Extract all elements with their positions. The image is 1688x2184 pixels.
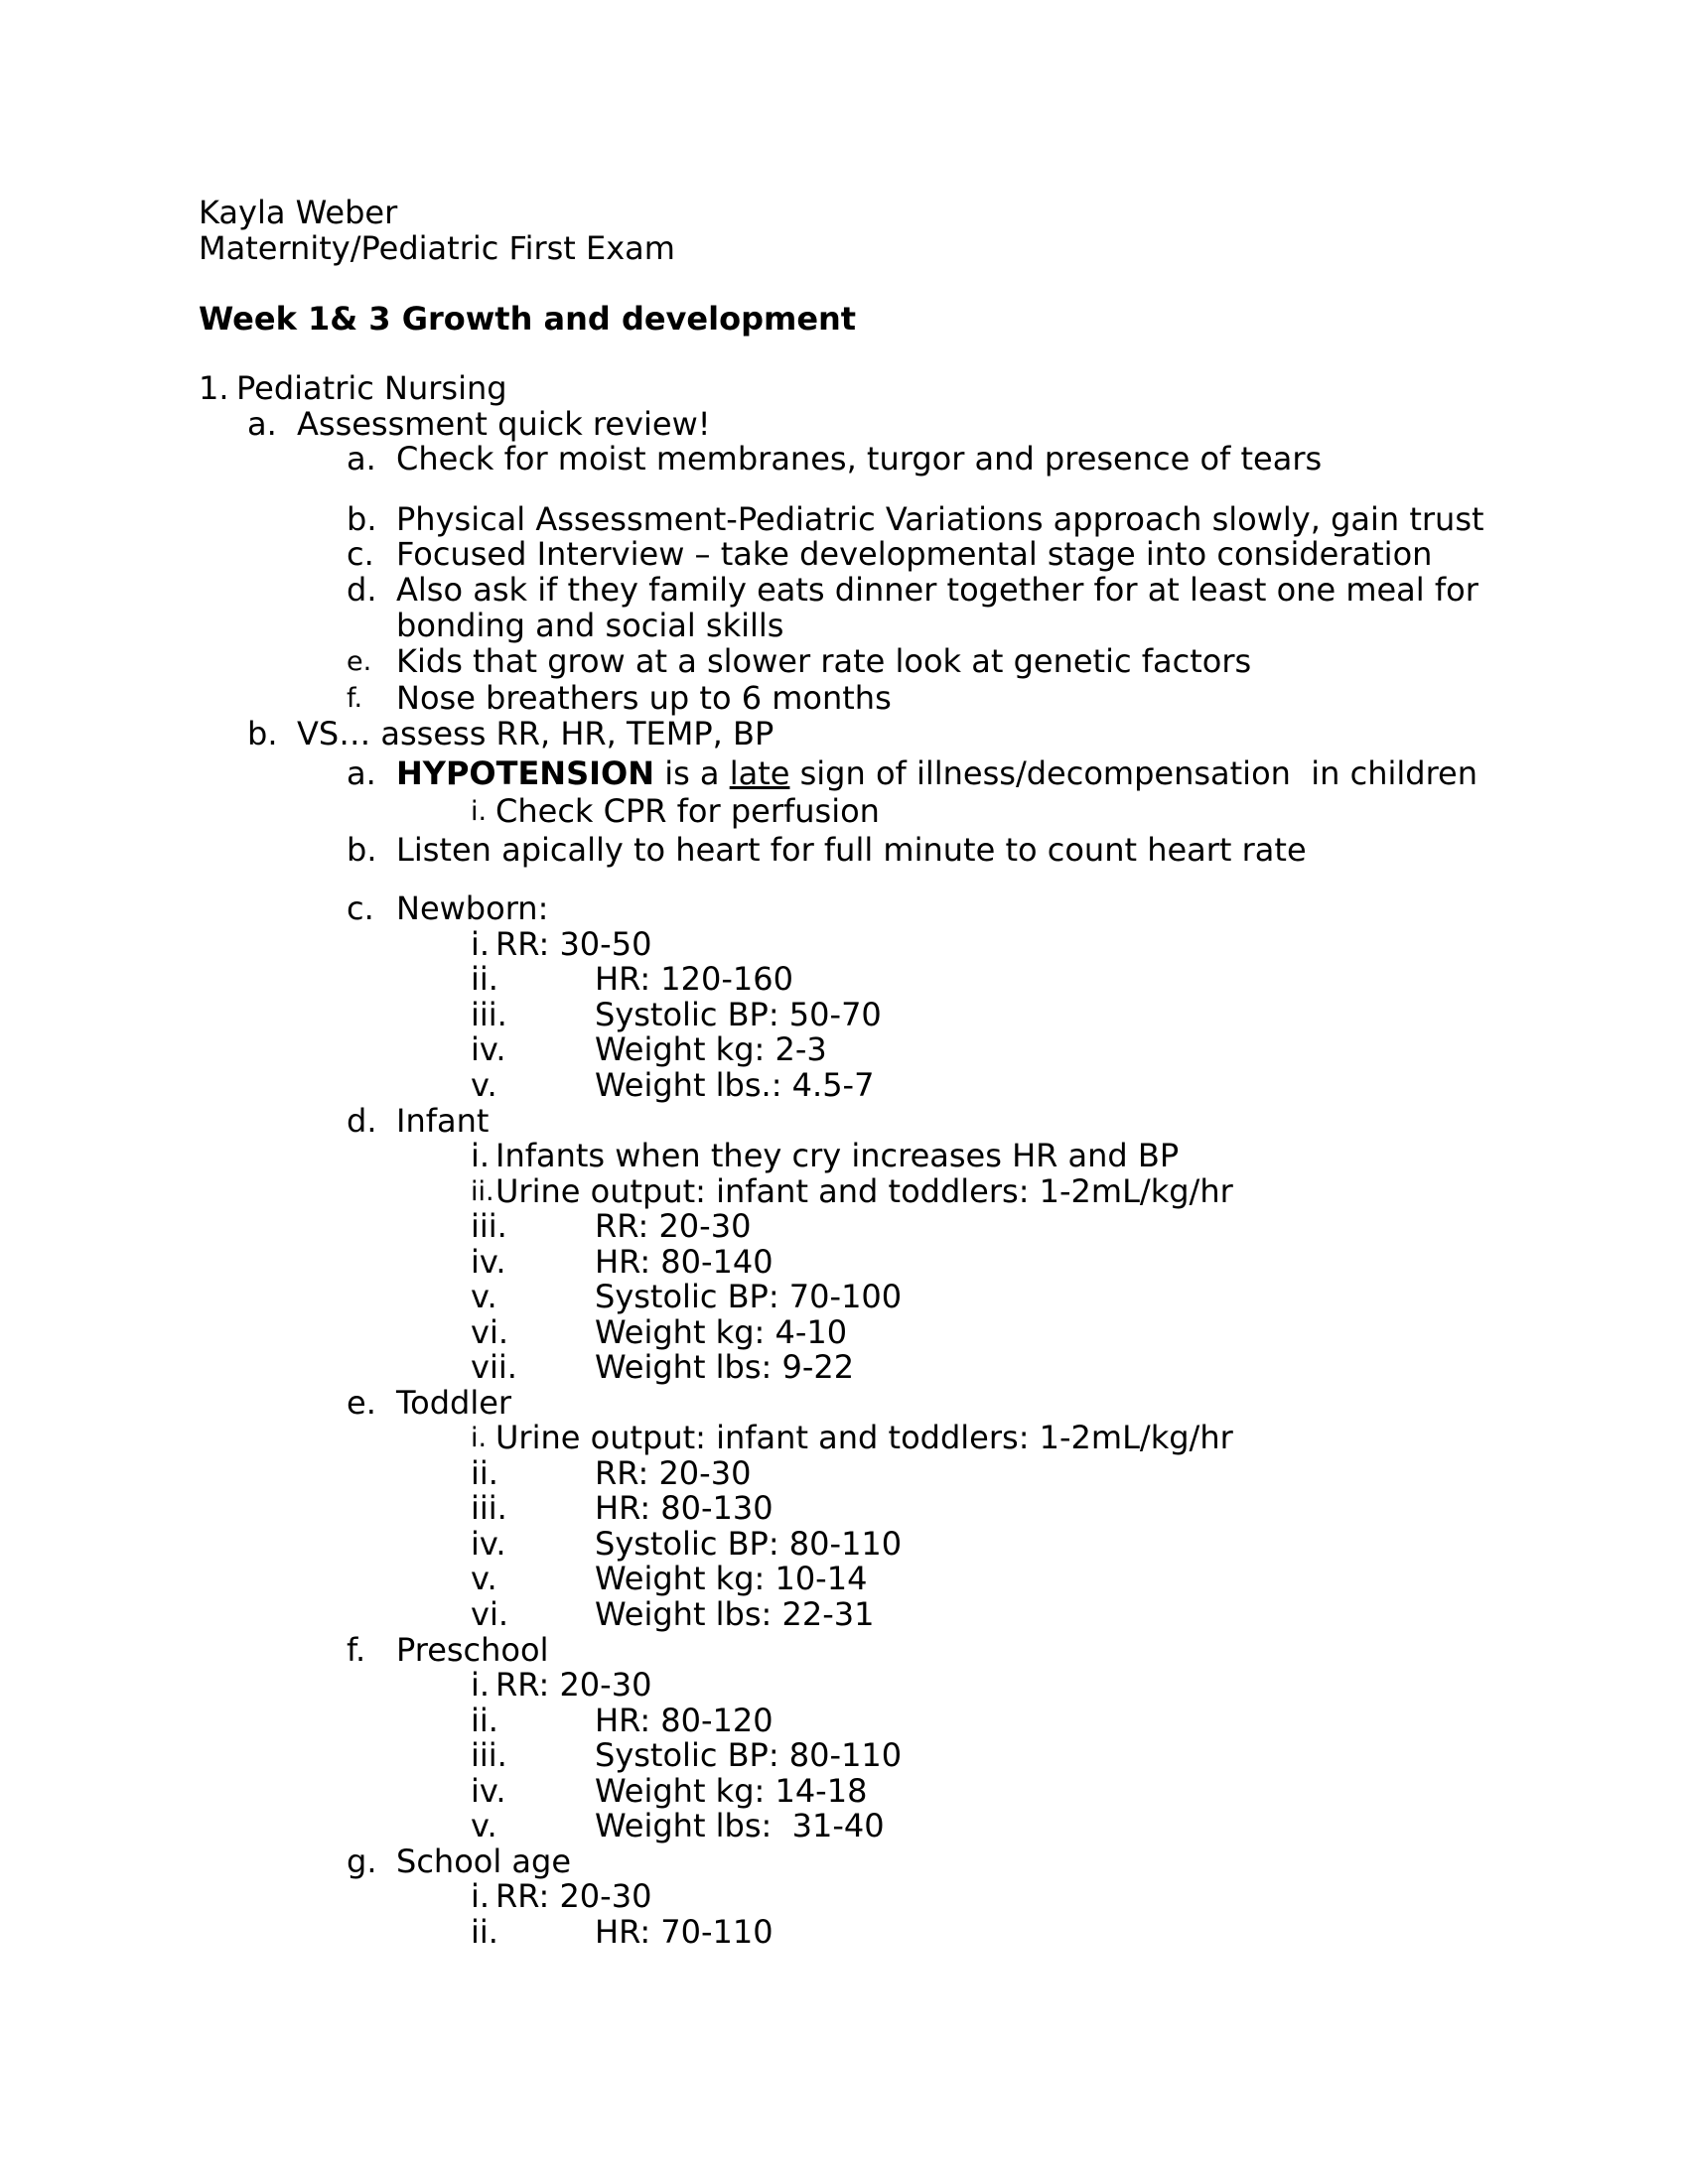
list-marker: ii. (471, 960, 498, 998)
list-item: RR: 30-50 (495, 925, 652, 963)
list-item: RR: 20-30 (595, 1207, 752, 1245)
list-marker: v. (471, 1807, 497, 1844)
group-title-infant: Infant (396, 1102, 490, 1140)
list-marker: ii. (471, 1454, 498, 1492)
list-item: Weight kg: 10-14 (595, 1560, 868, 1597)
list-marker: i. (471, 925, 491, 963)
list-marker: v. (471, 1066, 497, 1104)
list-marker: g. (347, 1843, 377, 1880)
list-item: HR: 70-110 (595, 1913, 774, 1951)
list-item: Systolic BP: 70-100 (595, 1278, 903, 1315)
list-marker: iv. (471, 1525, 506, 1563)
list-marker: iii. (471, 996, 507, 1033)
hypotension-term: HYPOTENSION (396, 754, 655, 792)
list-marker: f. (347, 683, 363, 714)
list-marker: c. (347, 535, 374, 573)
group-title-preschool: Preschool (396, 1631, 549, 1669)
list-marker: i. (471, 1877, 491, 1915)
list-item: HR: 80-130 (595, 1489, 774, 1527)
list-marker: d. (347, 1102, 377, 1140)
hypotension-text-pre: is a (654, 754, 730, 792)
subheading-assessment: Assessment quick review! (297, 405, 711, 443)
list-item: Systolic BP: 80-110 (595, 1736, 903, 1774)
hypotension-note (396, 754, 1477, 792)
exam-title: Maternity/Pediatric First Exam (199, 229, 675, 267)
group-title-school-age: School age (396, 1843, 572, 1880)
list-marker: b. (347, 831, 377, 869)
list-item: Weight lbs: 22-31 (595, 1595, 875, 1633)
list-marker: ii. (471, 1913, 498, 1951)
late-emphasis: late (729, 754, 790, 792)
list-marker: i. (471, 1423, 488, 1453)
list-marker: e. (347, 1384, 376, 1422)
list-marker: iii. (471, 1489, 507, 1527)
list-item: Weight kg: 4-10 (595, 1313, 848, 1351)
list-item: Systolic BP: 50-70 (595, 996, 882, 1033)
list-marker: c. (347, 889, 374, 927)
list-marker: e. (347, 646, 372, 677)
list-marker: vi. (471, 1313, 508, 1351)
list-item: RR: 20-30 (495, 1877, 652, 1915)
section-title: Week 1& 3 Growth and development (199, 300, 857, 338)
list-item: HR: 120-160 (595, 960, 793, 998)
list-item: Weight kg: 2-3 (595, 1030, 827, 1068)
list-item: Nose breathers up to 6 months (396, 679, 892, 717)
list-item: Infants when they cry increases HR and BP (495, 1137, 1180, 1174)
list-item: RR: 20-30 (495, 1666, 652, 1704)
group-title-toddler: Toddler (396, 1384, 512, 1422)
list-marker: a. (347, 754, 376, 792)
list-item-continuation: bonding and social skills (396, 607, 784, 644)
list-item: Systolic BP: 80-110 (595, 1525, 903, 1563)
outline-marker: 1. (199, 369, 229, 407)
list-item: RR: 20-30 (595, 1454, 752, 1492)
list-marker: i. (471, 796, 488, 827)
hypotension-text-post: sign of illness/decompensation in children (789, 754, 1477, 792)
list-marker: v. (471, 1278, 497, 1315)
list-marker: iii. (471, 1736, 507, 1774)
list-item: Check for moist membranes, turgor and presence of tears (396, 440, 1323, 478)
list-marker: iv. (471, 1772, 506, 1810)
list-marker: i. (471, 1666, 491, 1704)
list-marker: iv. (471, 1243, 506, 1281)
list-marker: vi. (471, 1595, 508, 1633)
list-marker: d. (347, 571, 377, 609)
list-item: HR: 80-140 (595, 1243, 774, 1281)
list-item: Urine output: infant and toddlers: 1-2mL/kg/hr (495, 1172, 1233, 1210)
list-item: Physical Assessment-Pediatric Variations approach slowly, gain trust (396, 500, 1484, 538)
list-item: Kids that grow at a slower rate look at genetic factors (396, 642, 1252, 680)
list-item: Weight lbs.: 4.5-7 (595, 1066, 875, 1104)
outline-marker: b. (247, 715, 278, 752)
list-item: Urine output: infant and toddlers: 1-2mL/kg/hr (495, 1419, 1233, 1456)
outline-marker: a. (247, 405, 277, 443)
list-marker: b. (347, 500, 377, 538)
list-marker: a. (347, 440, 376, 478)
list-item: Also ask if they family eats dinner together for at least one meal for (396, 571, 1478, 609)
list-item: HR: 80-120 (595, 1702, 774, 1739)
heading-pediatric-nursing: Pediatric Nursing (236, 369, 507, 407)
list-item: Weight kg: 14-18 (595, 1772, 868, 1810)
list-marker: f. (347, 1631, 366, 1669)
author-name: Kayla Weber (199, 194, 398, 231)
group-title-newborn: Newborn: (396, 889, 549, 927)
list-marker: ii. (471, 1702, 498, 1739)
list-item: Weight lbs: 31-40 (595, 1807, 885, 1844)
list-item: Focused Interview – take developmental stage into consideration (396, 535, 1433, 573)
list-marker: v. (471, 1560, 497, 1597)
list-marker: ii. (471, 1176, 494, 1207)
list-item: Listen apically to heart for full minute to count heart rate (396, 831, 1307, 869)
subheading-vital-signs: VS… assess RR, HR, TEMP, BP (297, 715, 774, 752)
list-marker: iv. (471, 1030, 506, 1068)
list-marker: iii. (471, 1207, 507, 1245)
list-marker: vii. (471, 1348, 517, 1386)
list-item: Check CPR for perfusion (495, 792, 880, 830)
list-item: Weight lbs: 9-22 (595, 1348, 855, 1386)
list-marker: i. (471, 1137, 491, 1174)
